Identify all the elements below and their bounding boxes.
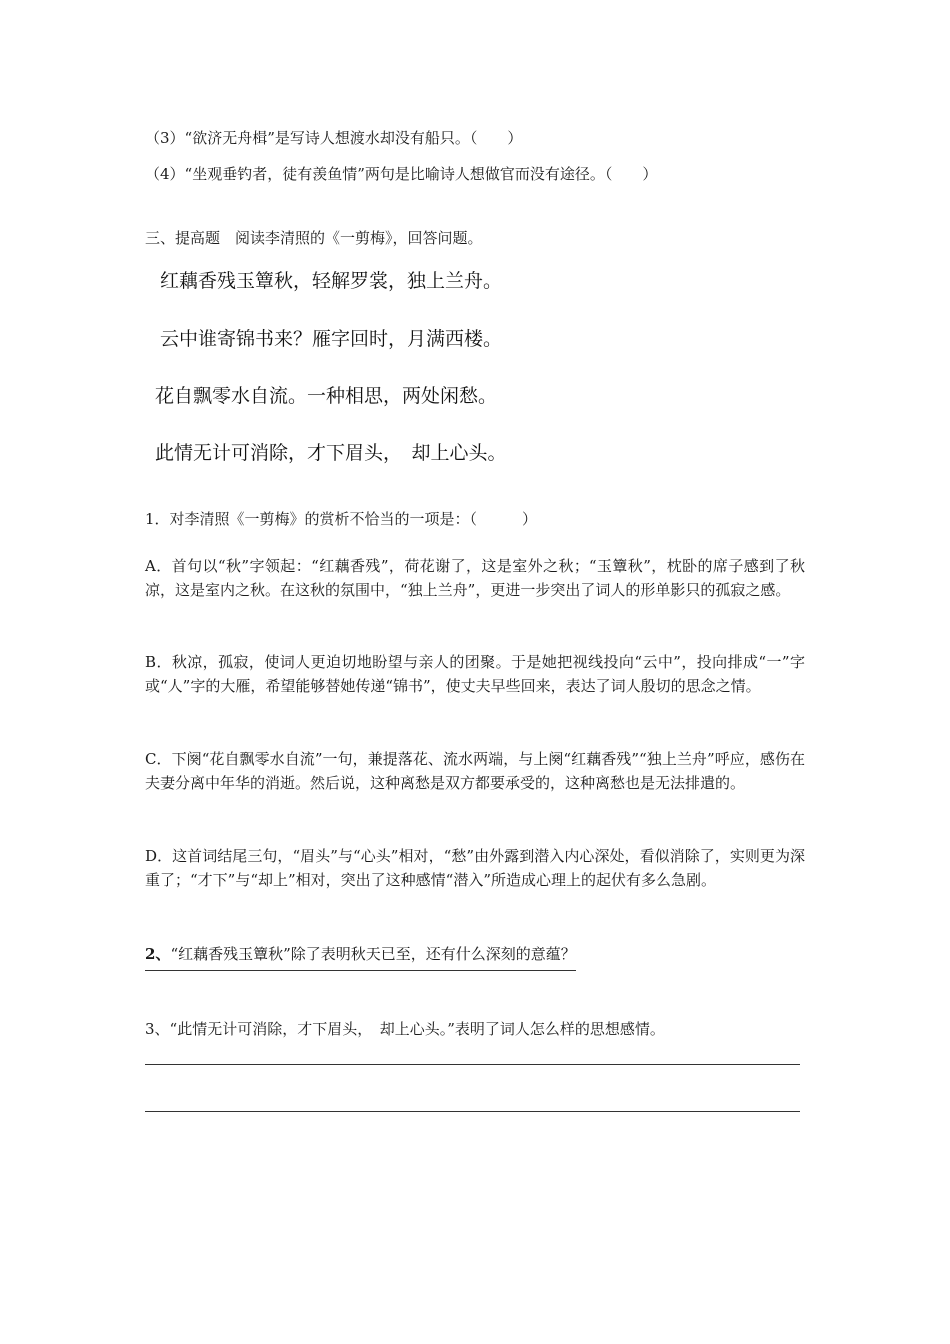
option-b: B．秋凉，孤寂，使词人更迫切地盼望与亲人的团聚。于是她把视线投向“云中”，投向排成“一”字或“人”字的大雁，希望能够替她传递“锦书”，使丈夫早些回来，表达了词人殷切的思念之情。	[145, 653, 805, 695]
poem-line-2: 云中谁寄锦书来？雁字回时，月满西楼。	[160, 328, 503, 350]
answer-line-1[interactable]	[145, 1064, 800, 1065]
option-c: C．下阕“花自飘零水自流”一句，兼提落花、流水两端，与上阕“红藕香残”“独上兰舟”呼应，感伤在夫妻分离中年华的消逝。然后说，这种离愁是双方都要承受的，这种离愁也是无法排遣的。	[145, 750, 805, 792]
poem-line-3: 花自飘零水自流。一种相思，两处闲愁。	[155, 385, 498, 407]
item-3: （3）“欲济无舟楫”是写诗人想渡水却没有船只。（ ）	[145, 129, 523, 147]
question-2-underlined	[145, 942, 576, 971]
question-2-underlined-text: “红藕香残玉簟秋”除了表明秋天已至，还有什么深刻的意蕴？	[170, 945, 576, 963]
item-4: （4）“坐观垂钓者，徒有羡鱼情”两句是比喻诗人想做官而没有途径。（ ）	[145, 165, 658, 183]
poem-line-1: 红藕香残玉簟秋，轻解罗裳，独上兰舟。	[160, 270, 503, 292]
answer-line-2[interactable]	[145, 1111, 800, 1112]
option-a: A．首句以“秋”字领起：“红藕香残”，荷花谢了，这是室外之秋；“玉簟秋”，枕卧的席子感到了秋凉，这是室内之秋。在这秋的氛围中，“独上兰舟”，更进一步突出了词人的形单影只的孤寂之感。	[145, 557, 805, 599]
question-2-number: 2、	[145, 945, 171, 963]
section-heading: 三、提高题 阅读李清照的《一剪梅》，回答问题。	[145, 229, 483, 247]
question-1-stem: 1．对李清照《一剪梅》的赏析不恰当的一项是：（ ）	[145, 510, 538, 528]
question-3: 3、“此情无计可消除，才下眉头， 却上心头。”表明了词人怎么样的思想感情。	[145, 1020, 665, 1038]
question-2	[145, 942, 576, 971]
option-d: D．这首词结尾三句，“眉头”与“心头”相对，“愁”由外露到潜入内心深处，看似消除了，实则更为深重了；“才下”与“却上”相对，突出了这种感情“潜入”所造成心理上的起伏有多么急剧。	[145, 847, 805, 889]
poem-line-4: 此情无计可消除，才下眉头， 却上心头。	[155, 442, 507, 464]
